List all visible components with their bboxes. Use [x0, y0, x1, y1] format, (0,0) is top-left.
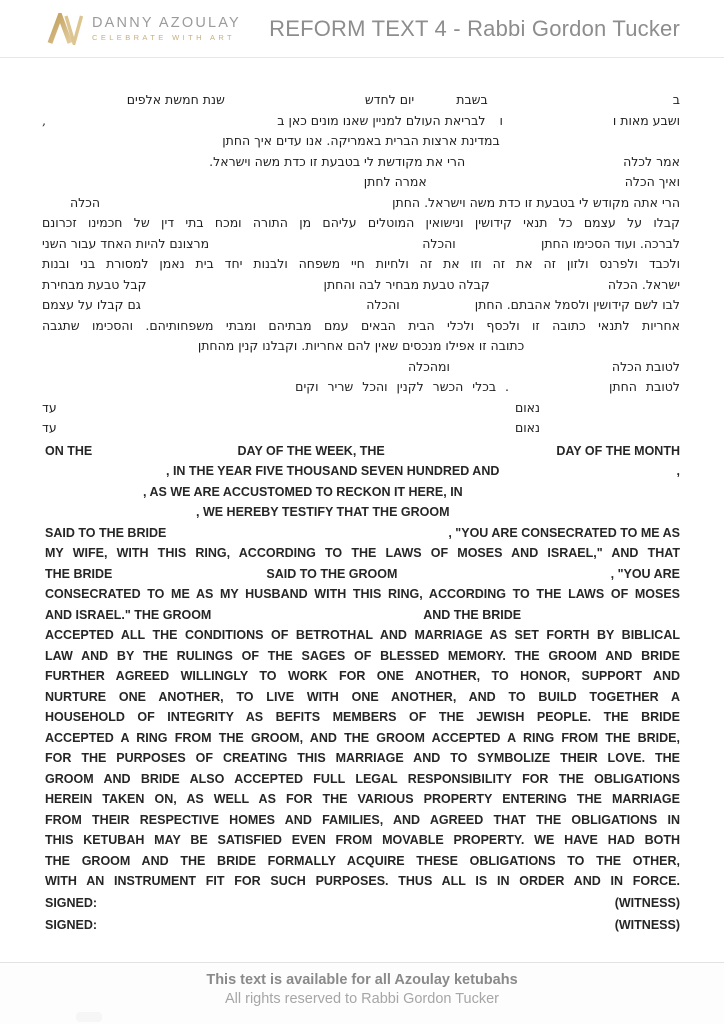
hebrew-line — [42, 174, 680, 195]
hebrew-segment: לבריאת העולם למניין שאנו מונים כאן ב — [277, 112, 486, 128]
footer-availability-note: This text is available for all Azoulay ketubahs — [206, 972, 518, 988]
brand-tagline: CELEBRATE WITH ART — [92, 33, 236, 42]
hebrew-segment: לברכה. ועוד הסכימו החתן — [540, 235, 680, 251]
footer-rights-note: All rights reserved to Rabbi Gordon Tucker — [224, 991, 499, 1007]
hebrew-line — [42, 236, 680, 257]
hebrew-line — [42, 154, 680, 175]
hebrew-line: ולכבד ולפרנס ולזון זה את זה וזו את זה ולחיות חיי משפחה ולבנות יחד בית נאמן למסורת בני ובנות — [42, 256, 680, 271]
hebrew-line — [42, 277, 680, 298]
hebrew-segment: גם קבלו על עצמם — [42, 297, 141, 312]
brand-logo[interactable] — [47, 13, 241, 45]
witness-label: (WITNESS) — [614, 896, 680, 910]
hebrew-line: במדינת ארצות הברית באמריקה. אנו עדים איך החתן — [222, 133, 500, 148]
blank-field — [509, 390, 609, 391]
hebrew-segment: עד — [42, 420, 57, 435]
english-line: NURTURE ONE ANOTHER, TO LIVE WITH ONE ANOTHER, AND TO BUILD TOGETHER A — [45, 689, 680, 704]
english-line — [45, 444, 680, 465]
hebrew-line — [42, 420, 680, 441]
blank-field — [45, 495, 143, 496]
hebrew-segment: . בכלי הכשר לקנין והכל שריר וקים — [295, 379, 509, 394]
english-line: ACCEPTED ALL THE CONDITIONS OF BETROTHAL AND MARRIAGE AS SET FORTH BY BIBLICAL — [45, 628, 680, 642]
english-line: ACCEPTED A RING FROM THE GROOM, AND THE GROOM ACCEPTED A RING FROM THE BRIDE, — [45, 730, 680, 745]
english-line — [45, 526, 680, 547]
signature-row — [45, 918, 680, 939]
spacer — [540, 431, 680, 432]
hebrew-segment: הרי אתה מקודש לי בטבעת זו כדת משה וישראל. החתן — [392, 194, 680, 210]
hebrew-segment: ב — [672, 92, 680, 107]
hebrew-line: כתובה זו אפילו מנכסים שאין להם אחריות. וקבלנו קנין מהחתן — [197, 338, 525, 353]
hebrew-segment: , — [42, 112, 46, 128]
spacer — [540, 411, 680, 412]
english-line: FURTHER AGREED WILLINGLY TO WORK FOR ONE ANOTHER, TO HONOR, SUPPORT AND — [45, 669, 680, 683]
hebrew-segment: עד — [42, 399, 57, 415]
hebrew-segment: בשבת — [456, 92, 488, 107]
english-segment: SAID TO THE BRIDE — [45, 525, 167, 540]
hebrew-segment: לטובת החתן — [609, 379, 680, 394]
blank-field — [92, 454, 237, 455]
blank-field — [490, 288, 608, 289]
brand-text — [92, 16, 241, 42]
blank-field — [485, 124, 499, 125]
blank-field — [397, 577, 610, 578]
signed-label: SIGNED: — [45, 918, 98, 932]
hebrew-segment: לטובת הכלה — [611, 358, 680, 374]
english-segment: , — [676, 464, 680, 478]
blank-field — [521, 618, 680, 619]
blank-field — [385, 454, 557, 455]
hebrew-segment: והכלה — [422, 235, 456, 251]
signature-blank-field — [97, 928, 615, 929]
english-line: FOR THE PURPOSES OF CREATING THIS MARRIAGE AND TO SYMBOLIZE THEIR LOVE. THE — [45, 751, 680, 765]
logo-monogram-icon — [47, 13, 83, 45]
english-line: LAW AND BY THE RULINGS OF THE SAGES OF BLESSED MEMORY. THE GROOM AND BRIDE — [45, 648, 680, 663]
hebrew-segment: נאום — [514, 399, 540, 415]
blank-field — [46, 124, 277, 125]
hebrew-segment: ומהכלה — [407, 358, 450, 374]
witness-label: (WITNESS) — [614, 918, 680, 932]
blank-field — [45, 515, 196, 516]
page-title: REFORM TEXT 4 - Rabbi Gordon Tucker — [269, 15, 680, 41]
blank-field — [414, 103, 456, 104]
blank-field — [146, 288, 323, 289]
blank-field — [427, 185, 625, 186]
blank-field — [45, 474, 166, 475]
blank-field — [42, 206, 70, 207]
hebrew-segment: ושבע מאות ו — [612, 112, 680, 128]
hebrew-line — [42, 359, 680, 380]
english-line: MY WIFE, WITH THIS RING, ACCORDING TO THE LAWS OF MOSES AND ISRAEL," AND THAT — [45, 546, 680, 560]
english-segment: AND ISRAEL." THE GROOM — [45, 607, 212, 622]
hebrew-line — [42, 297, 680, 318]
blank-field — [166, 536, 448, 537]
english-text-block — [45, 444, 680, 939]
hebrew-segment: קבלה טבעת מבחיר לבה והחתן — [323, 276, 490, 292]
blank-field — [400, 308, 475, 309]
hebrew-line — [42, 379, 680, 400]
blank-field — [456, 247, 541, 248]
english-line — [45, 464, 680, 485]
english-segment: , AS WE ARE ACCUSTOMED TO RECKON IT HERE, IN — [143, 484, 463, 499]
page-bottom-artifact — [76, 1012, 102, 1022]
hebrew-line: קבלו על עצמם כל תנאי קידושין ונישואין המוטלים עליהם מן התורה ומכח בתי דין של חכמינו זכרונם — [42, 215, 680, 230]
english-segment: THE BRIDE — [45, 566, 113, 581]
english-segment: , IN THE YEAR FIVE THOUSAND SEVEN HUNDRED AND — [166, 464, 500, 478]
hebrew-segment: לבו לשם קידושין ולסמל אהבתם. החתן — [474, 297, 680, 312]
hebrew-segment: ישראל. הכלה — [607, 276, 680, 292]
english-line — [45, 505, 680, 526]
english-line: HEREIN TAKEN ON, AS WELL AS FOR THE VARIOUS PROPERTY ENTERING THE MARRIAGE — [45, 792, 680, 806]
hebrew-segment: נאום — [514, 420, 540, 435]
english-segment: AND THE BRIDE — [423, 607, 522, 622]
blank-field — [499, 474, 676, 475]
blank-field — [225, 103, 365, 104]
english-line: THE GROOM AND THE BRIDE FORMALLY ACQUIRE THESE OBLIGATIONS TO THE OTHER, — [45, 853, 680, 868]
hebrew-segment: והכלה — [366, 297, 400, 312]
blank-field — [57, 411, 515, 412]
english-line: HOUSEHOLD OF INTEGRITY AS BEFITS MEMBERS OF THE JEWISH PEOPLE. THE BRIDE — [45, 710, 680, 724]
blank-field — [100, 206, 392, 207]
blank-field — [450, 370, 612, 371]
blank-field — [57, 431, 515, 432]
signature-blank-field — [97, 906, 615, 907]
english-segment: SAID TO THE GROOM — [266, 566, 398, 581]
hebrew-line: אחריות לתנאי כתובה זו ולכסף ולכלי הבית הבאים עמם מבתיהם ומבתי משפחותיהם. והסכימו שתגבה — [42, 317, 680, 333]
english-line: GROOM AND BRIDE ALSO ACCEPTED FULL LEGAL RESPONSIBILITY FOR THE OBLIGATIONS — [45, 771, 680, 786]
english-line: THIS KETUBAH MAY BE SATISFIED EVEN FROM MOVABLE PROPERTY. WE HAVE HAD BOTH — [45, 833, 680, 847]
hebrew-segment: יום לחדש — [364, 92, 415, 107]
english-line — [45, 485, 680, 506]
english-line: CONSECRATED TO ME AS MY HUSBAND WITH THIS RING, ACCORDING TO THE LAWS OF MOSES — [45, 587, 680, 601]
hebrew-line — [42, 113, 680, 134]
blank-field — [465, 165, 623, 166]
hebrew-text-block — [42, 92, 680, 441]
hebrew-segment: שנת חמשת אלפים — [126, 92, 225, 107]
page-footer — [0, 962, 724, 1024]
english-line — [45, 567, 680, 588]
blank-field — [503, 124, 613, 125]
hebrew-line — [42, 400, 680, 421]
english-line: WITH AN INSTRUMENT FIT FOR SUCH PURPOSES. THUS ALL IS IN ORDER AND IN FORCE. — [45, 874, 680, 888]
hebrew-segment: מרצונם להיות האחד עבור השני — [42, 235, 210, 251]
english-segment: DAY OF THE MONTH — [556, 443, 680, 458]
blank-field — [112, 577, 266, 578]
blank-field — [209, 247, 422, 248]
blank-field — [141, 308, 366, 309]
english-segment: , "YOU ARE CONSECRATED TO ME AS — [448, 525, 680, 540]
english-line — [45, 608, 680, 629]
english-segment: DAY OF THE WEEK, THE — [237, 443, 385, 458]
brand-name: DANNY AZOULAY — [92, 14, 241, 31]
hebrew-line — [42, 195, 680, 216]
signature-row — [45, 896, 680, 917]
english-segment: , WE HEREBY TESTIFY THAT THE GROOM — [196, 505, 450, 519]
hebrew-segment: אמרה לחתן — [363, 174, 427, 189]
hebrew-segment: אמר לכלה — [623, 153, 680, 169]
blank-field — [488, 103, 673, 104]
english-segment: ON THE — [45, 443, 93, 458]
signed-label: SIGNED: — [45, 896, 98, 910]
hebrew-line — [42, 92, 680, 113]
hebrew-segment: הרי את מקודשת לי בטבעת זו כדת משה וישראל. — [209, 153, 466, 169]
blank-field — [211, 618, 423, 619]
hebrew-segment: ואיך הכלה — [624, 174, 680, 189]
hebrew-segment: ו — [499, 112, 503, 128]
english-segment: , "YOU ARE — [610, 566, 680, 581]
site-header — [0, 0, 724, 58]
hebrew-segment: הכלה — [70, 194, 101, 210]
english-line: FROM THEIR RESPECTIVE HOMES AND FAMILIES, AND AGREED THAT THE OBLIGATIONS IN — [45, 812, 680, 827]
hebrew-segment: קבל טבעת מבחירת — [42, 276, 147, 292]
